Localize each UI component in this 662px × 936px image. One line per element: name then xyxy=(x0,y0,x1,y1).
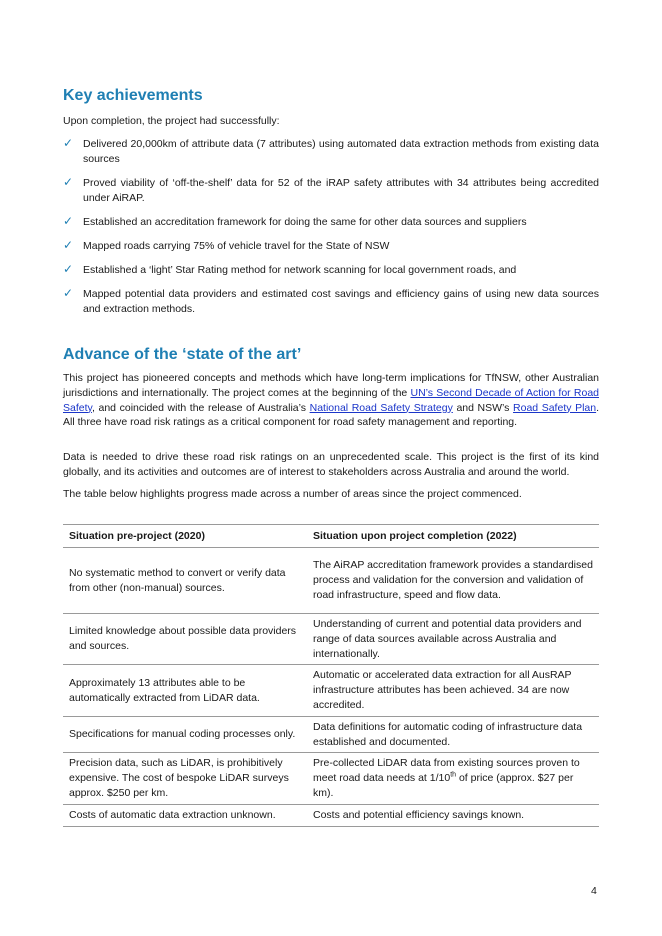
list-item: ✓ Established a ‘light’ Star Rating method for network scanning for local government roads, and xyxy=(63,262,517,276)
comparison-table xyxy=(63,524,599,827)
achievements-list xyxy=(63,137,599,326)
key-achievements-heading: Key achievements xyxy=(63,87,203,104)
page-number: 4 xyxy=(591,885,597,897)
list-item: ✓ Mapped roads carrying 75% of vehicle travel for the State of NSW xyxy=(63,238,390,252)
checkmark-icon: ✓ xyxy=(63,136,74,150)
national-strategy-link[interactable]: National Road Safety Strategy xyxy=(309,401,453,414)
table-cell: The AiRAP accreditation framework provides a standardised process and validation for the conversion and validation of road infrastructure, speed and flow data. xyxy=(307,548,599,614)
table-cell: Data definitions for automatic coding of infrastructure data established and documented. xyxy=(307,716,599,753)
table-cell: Specifications for manual coding processes only. xyxy=(63,716,307,753)
table-cell: Precision data, such as LiDAR, is prohibitively expensive. The cost of bespoke LiDAR surveys approx. $250 per km. xyxy=(63,753,307,804)
state-of-art-paragraph-1: This project has pioneered concepts and methods which have long-term implications for TfNSW, other Australian jurisdictions and internationally. The project comes at the beginning of the UN’s Second Decade of Action for Road Safety, and coincided with the release of Australia’s National Road Safety Strategy and NSW’s Road Safety Plan. All three have road risk ratings as a critical component for road safety management and reporting. xyxy=(63,372,600,429)
state-of-art-paragraph-2: Data is needed to drive these road risk ratings on an unprecedented scale. This project is the first of its kind globally, and its activities and outcomes are of interest to stakeholders across Australia and around the world. xyxy=(63,451,599,478)
table-cell: Pre-collected LiDAR data from existing sources proven to meet road data needs at 1/10th of price (approx. $27 per km). xyxy=(307,753,599,804)
checkmark-icon: ✓ xyxy=(63,262,74,276)
table-cell: Automatic or accelerated data extraction for all AusRAP infrastructure attributes has been achieved. 34 are now accredited. xyxy=(307,665,599,716)
list-item: ✓ Established an accreditation framework for doing the same for other data sources and suppliers xyxy=(63,214,527,228)
list-item: ✓ Mapped potential data providers and estimated cost savings and efficiency gains of using new data sources and extraction methods. xyxy=(63,286,599,315)
road-safety-plan-link[interactable]: Road Safety Plan xyxy=(513,401,597,414)
column-header-post: Situation upon project completion (2022) xyxy=(307,525,599,548)
state-of-art-paragraph-3: The table below highlights progress made across a number of areas since the project commenced. xyxy=(63,488,522,500)
list-item: ✓ Delivered 20,000km of attribute data (7 attributes) using automated data extraction methods from existing data sources xyxy=(63,136,599,165)
table-cell: Costs and potential efficiency savings known. xyxy=(307,804,599,826)
table-header-row xyxy=(63,525,599,548)
table-row xyxy=(63,665,599,716)
checkmark-icon: ✓ xyxy=(63,214,74,228)
key-achievements-intro: Upon completion, the project had successfully: xyxy=(63,115,280,127)
list-item: ✓ Proved viability of ‘off-the-shelf’ data for 52 of the iRAP safety attributes with 34 attributes being accredited under AiRAP. xyxy=(63,175,599,204)
table-cell: No systematic method to convert or verify data from other (non-manual) sources. xyxy=(63,548,307,614)
table-cell: Approximately 13 attributes able to be automatically extracted from LiDAR data. xyxy=(63,665,307,716)
table-cell: Costs of automatic data extraction unknown. xyxy=(63,804,307,826)
checkmark-icon: ✓ xyxy=(63,286,74,300)
table-cell: Limited knowledge about possible data providers and sources. xyxy=(63,614,307,665)
un-decade-link[interactable]: UN’s Second Decade of Action for Road Safety xyxy=(63,386,599,414)
table-row xyxy=(63,753,599,804)
state-of-art-heading: Advance of the ‘state of the art’ xyxy=(63,346,302,363)
table-row xyxy=(63,548,599,614)
column-header-pre: Situation pre-project (2020) xyxy=(63,525,307,548)
checkmark-icon: ✓ xyxy=(63,238,74,252)
table-row xyxy=(63,804,599,826)
table-row xyxy=(63,716,599,753)
checkmark-icon: ✓ xyxy=(63,175,74,189)
table-row xyxy=(63,614,599,665)
table-cell: Understanding of current and potential data providers and range of data sources available across Australia and internationally. xyxy=(307,614,599,665)
